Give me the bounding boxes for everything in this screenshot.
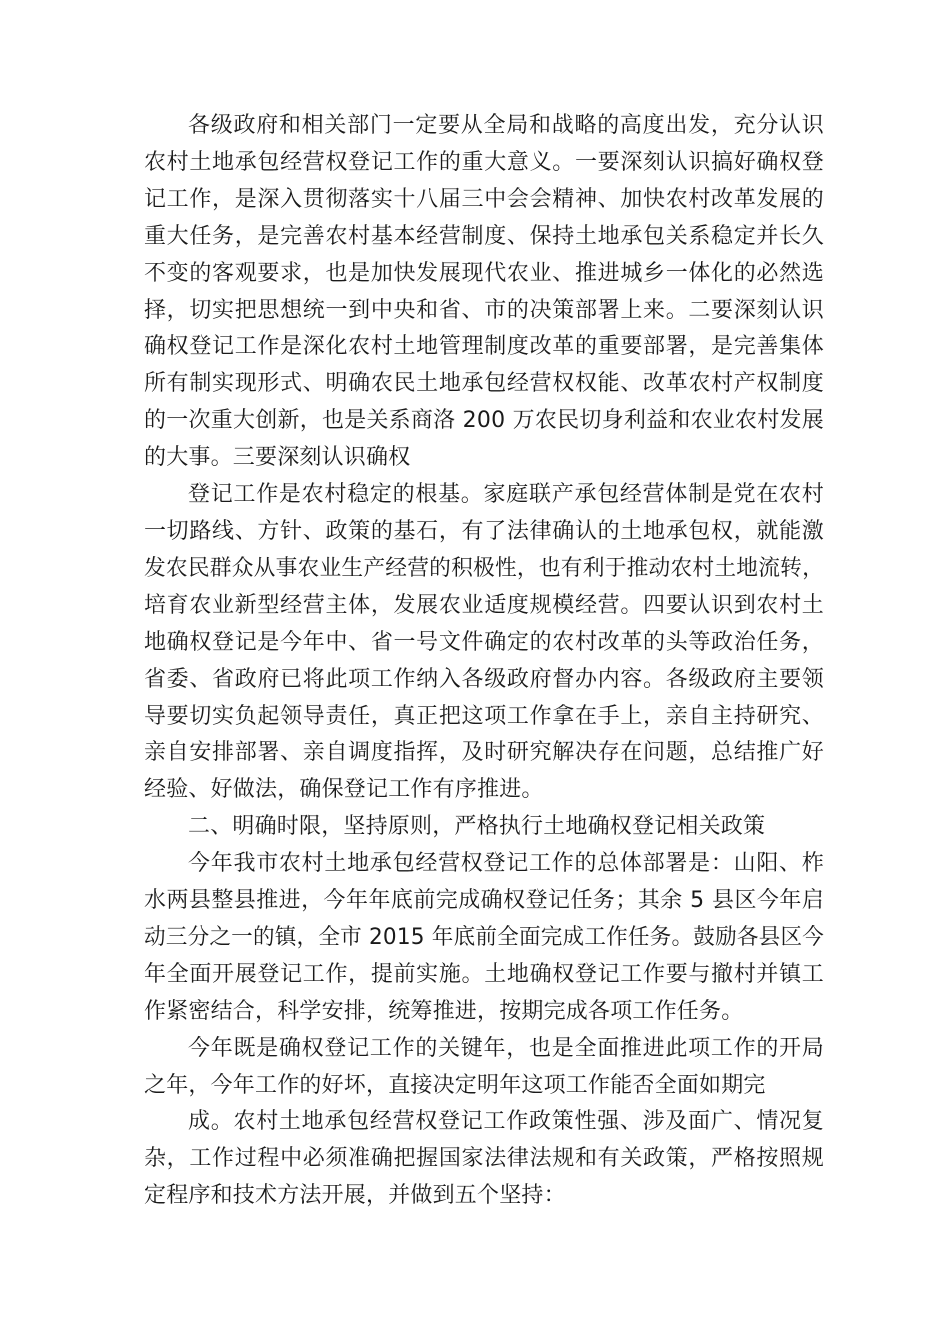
text-line: 不变的客观要求，也是加快发展现代农业、推进城乡一体化的必然选 — [144, 260, 825, 286]
text-line: 农村土地承包经营权登记工作的重大意义。一要深刻认识搞好确权登 — [144, 149, 825, 175]
text-line: 导要切实负起领导责任，真正把这项工作拿在手上，亲自主持研究、 — [144, 703, 825, 729]
text-line: 亲自安排部署、亲自调度指挥，及时研究解决存在问题，总结推广好 — [144, 740, 825, 766]
text-line: 择，切实把思想统一到中央和省、市的决策部署上来。二要深刻认识 — [144, 297, 825, 323]
text-line: 培育农业新型经营主体，发展农业适度规模经营。四要认识到农村土 — [144, 592, 825, 618]
text-line: 杂，工作过程中必须准确把握国家法律法规和有关政策，严格按照规 — [144, 1146, 825, 1172]
text-line: 成。农村土地承包经营权登记工作政策性强、涉及面广、情况复 — [188, 1109, 825, 1135]
text-line: 动三分之一的镇，全市 2015 年底前全面完成工作任务。鼓励各县区今 — [144, 924, 825, 950]
text-line: 水两县整县推进，今年年底前完成确权登记任务；其余 5 县区今年启 — [144, 888, 825, 914]
text-line: 地确权登记是今年中、省一号文件确定的农村改革的头等政治任务， — [144, 629, 825, 655]
text-line: 今年既是确权登记工作的关键年，也是全面推进此项工作的开局 — [188, 1035, 825, 1061]
paragraph-1 — [144, 108, 824, 477]
text-line: 所有制实现形式、明确农民土地承包经营权权能、改革农村产权制度 — [144, 371, 825, 397]
text-line: 登记工作是农村稳定的根基。家庭联产承包经营体制是党在农村 — [188, 482, 825, 508]
paragraph-5 — [144, 1031, 824, 1105]
text-line: 年全面开展登记工作，提前实施。土地确权登记工作要与撤村并镇工 — [144, 961, 825, 987]
text-line: 各级政府和相关部门一定要从全局和战略的高度出发，充分认识 — [188, 113, 825, 138]
text-line: 发农民群众从事农业生产经营的积极性，也有利于推动农村土地流转， — [144, 555, 825, 581]
paragraph-2 — [144, 477, 824, 809]
paragraph-6 — [144, 1104, 824, 1215]
text-line: 确权登记工作是深化农村土地管理制度改革的重要部署，是完善集体 — [144, 334, 825, 360]
text-line: 重大任务，是完善农村基本经营制度、保持土地承包关系稳定并长久 — [144, 223, 825, 249]
text-line: 经验、好做法，确保登记工作有序推进。 — [144, 777, 544, 803]
text-line: 省委、省政府已将此项工作纳入各级政府督办内容。各级政府主要领 — [144, 666, 825, 692]
text-line: 记工作，是深入贯彻落实十八届三中会会精神、加快农村改革发展的 — [144, 186, 825, 212]
text-line: 的大事。三要深刻认识确权 — [144, 445, 411, 471]
text-line: 定程序和技术方法开展，并做到五个坚持： — [144, 1183, 566, 1209]
text-line: 作紧密结合，科学安排，统筹推进，按期完成各项工作任务。 — [144, 998, 744, 1024]
paragraph-3 — [144, 809, 824, 846]
text-line: 二、明确时限，坚持原则，严格执行土地确权登记相关政策 — [188, 814, 766, 840]
text-line: 一切路线、方针、政策的基石，有了法律确认的土地承包权，就能激 — [144, 518, 825, 544]
text-line: 之年，今年工作的好坏，直接决定明年这项工作能否全面如期完 — [144, 1072, 766, 1098]
text-line: 今年我市农村土地承包经营权登记工作的总体部署是：山阳、柞 — [188, 851, 825, 877]
document-body — [144, 108, 824, 1215]
paragraph-4 — [144, 846, 824, 1031]
text-line: 的一次重大创新，也是关系商洛 200 万农民切身利益和农业农村发展 — [144, 408, 825, 434]
